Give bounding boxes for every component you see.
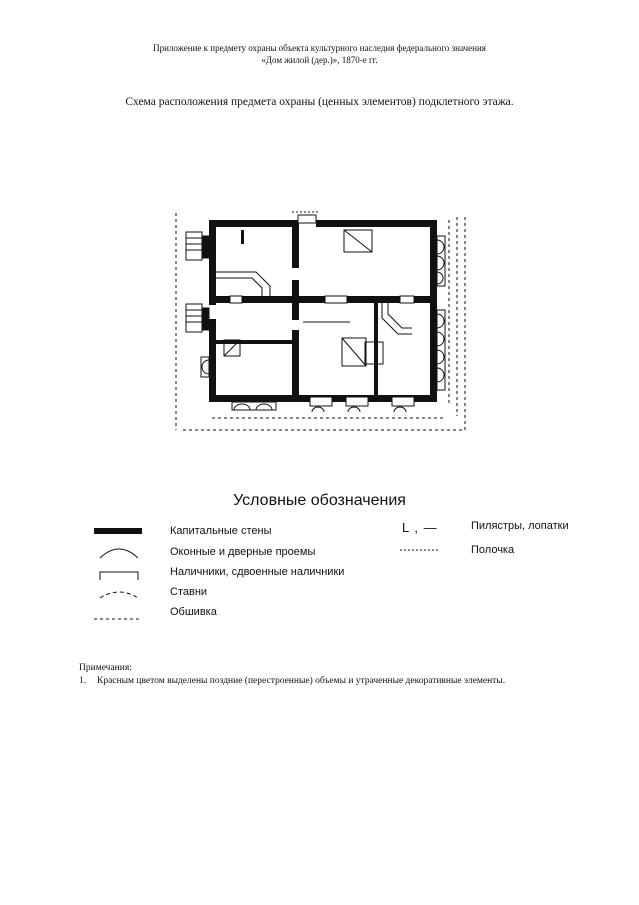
legend-label-shutters: Ставни bbox=[170, 586, 208, 598]
thick-wall-line-icon bbox=[94, 528, 142, 534]
legend-title: Условные обозначения bbox=[233, 492, 406, 509]
legend-label-sheathing: Обшивка bbox=[170, 606, 217, 618]
right-windows bbox=[437, 236, 445, 390]
legend-label-pilasters: Пилястры, лопатки bbox=[471, 520, 569, 532]
capital-walls bbox=[209, 220, 437, 402]
header-line-1: Приложение к предмету охраны объекта культурного наследия федерального значения bbox=[153, 43, 486, 53]
shutter-dashed-arc-icon bbox=[100, 592, 138, 598]
note-item-1 bbox=[79, 676, 505, 686]
left-windows bbox=[201, 357, 209, 377]
header-line-2: «Дом жилой (дер.)», 1870-е гг. bbox=[261, 55, 378, 65]
legend-label-shelf: Полочка bbox=[471, 544, 515, 556]
legend-label-frames: Наличники, сдвоенные наличники bbox=[170, 566, 345, 578]
note-text: Красным цветом выделены поздние (перестроенные) объемы и утраченные декоративные элементы. bbox=[97, 676, 506, 686]
corner-bracket-icon: L , — bbox=[402, 520, 438, 535]
note-number: 1. bbox=[79, 676, 87, 686]
notes-heading: Примечания: bbox=[79, 663, 132, 673]
scheme-title: Схема расположения предмета охраны (ценных элементов) подклетного этажа. bbox=[125, 96, 514, 108]
legend-symbols-right bbox=[398, 545, 444, 555]
legend-label-openings: Оконные и дверные проемы bbox=[170, 546, 316, 558]
arch-opening-icon bbox=[100, 549, 138, 558]
frame-bracket-icon bbox=[100, 572, 138, 580]
legend-symbols-left bbox=[92, 522, 148, 632]
legend-label-capital-walls: Капитальные стены bbox=[170, 525, 272, 537]
left-porches bbox=[186, 232, 209, 332]
